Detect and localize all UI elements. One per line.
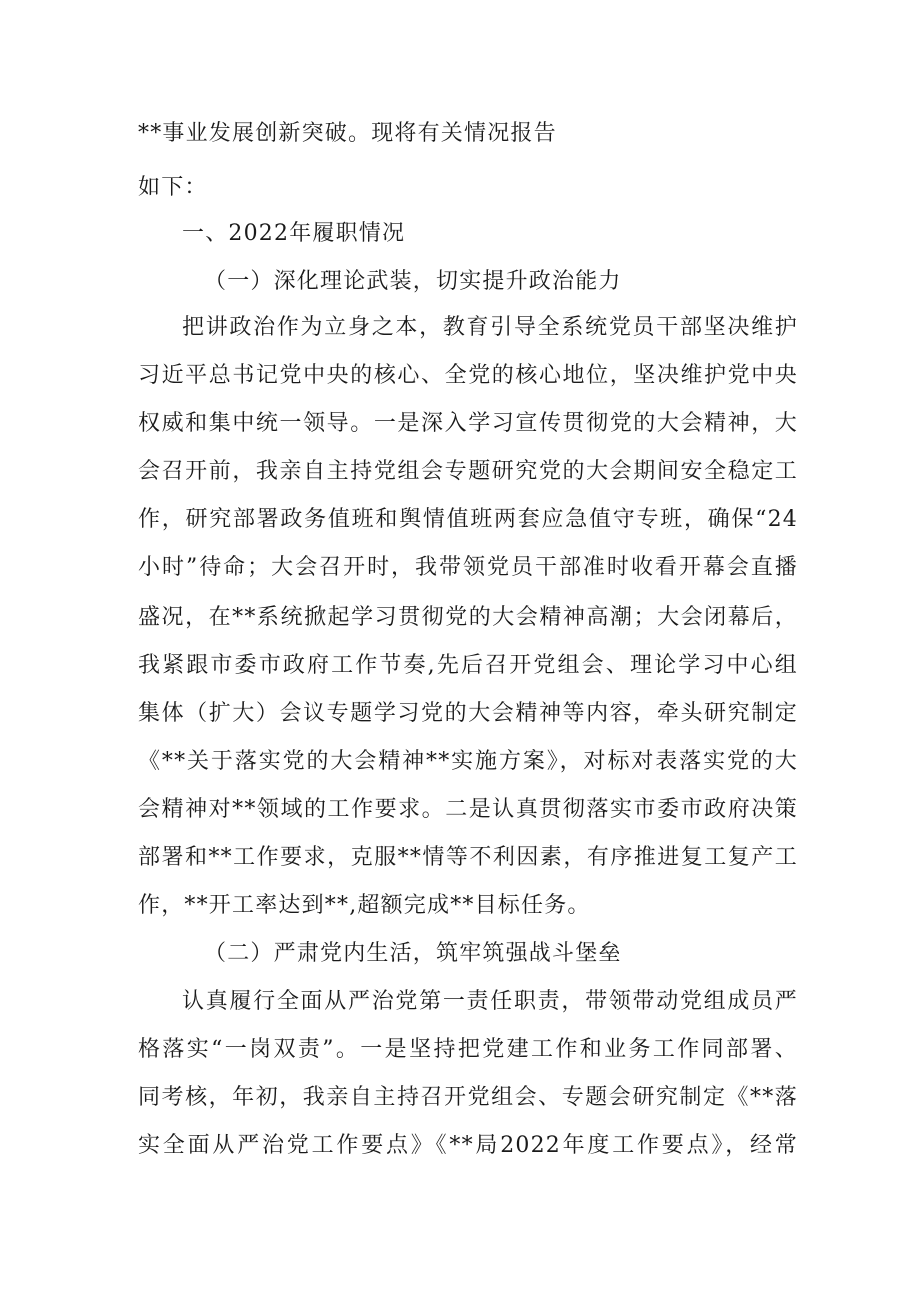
text-line: 如下： bbox=[138, 175, 208, 200]
text-line: 盛况，在**系统掀起学习贯彻党的大会精神高潮；大会闭幕后， bbox=[138, 605, 798, 630]
text-line: 同考核，年初，我亲自主持召开党组会、专题会研究制定《**落 bbox=[138, 1085, 798, 1110]
text-line: 习近平总书记党中央的核心、全党的核心地位，坚决维护党中央 bbox=[138, 363, 798, 388]
subsection-heading: （一）深化理论武装，切实提升政治能力 bbox=[204, 269, 622, 294]
text-line: 会精神对**领域的工作要求。二是认真贯彻落实市委市政府决策 bbox=[138, 797, 798, 822]
text-line: 会召开前，我亲自主持党组会专题研究党的大会期间安全稳定工 bbox=[138, 459, 798, 484]
text-line: 我紧跟市委市政府工作节奏,先后召开党组会、理论学习中心组 bbox=[138, 653, 798, 678]
text-line: 把讲政治作为立身之本，教育引导全系统党员干部坚决维护 bbox=[182, 315, 798, 340]
text-line: 部署和**工作要求，克服**情等不利因素，有序推进复工复产工 bbox=[138, 845, 798, 870]
text-line: 权威和集中统一领导。一是深入学习宣传贯彻党的大会精神，大 bbox=[138, 411, 798, 436]
text-line: **事业发展创新突破。现将有关情况报告 bbox=[138, 121, 557, 146]
text-line: 格落实“一岗双责”。一是坚持把党建工作和业务工作同部署、 bbox=[138, 1037, 798, 1062]
text-line: 认真履行全面从严治党第一责任职责，带领带动党组成员严 bbox=[182, 989, 798, 1014]
text-line: 小时”待命；大会召开时，我带领党员干部准时收看开幕会直播 bbox=[138, 555, 798, 580]
text-line: 《**关于落实党的大会精神**实施方案》，对标对表落实党的大 bbox=[138, 749, 798, 774]
text-line: 实全面从严治党工作要点》《**局2022年度工作要点》，经常 bbox=[138, 1133, 798, 1158]
text-line: 作，研究部署政务值班和舆情值班两套应急值守专班，确保“24 bbox=[138, 507, 798, 532]
subsection-heading: （二）严肃党内生活，筑牢筑强战斗堡垒 bbox=[204, 941, 622, 966]
section-heading: 一、2022年履职情况 bbox=[182, 221, 406, 246]
text-line: 作，**开工率达到**,超额完成**目标任务。 bbox=[138, 893, 591, 918]
text-line: 集体（扩大）会议专题学习党的大会精神等内容，牵头研究制定 bbox=[138, 701, 798, 726]
